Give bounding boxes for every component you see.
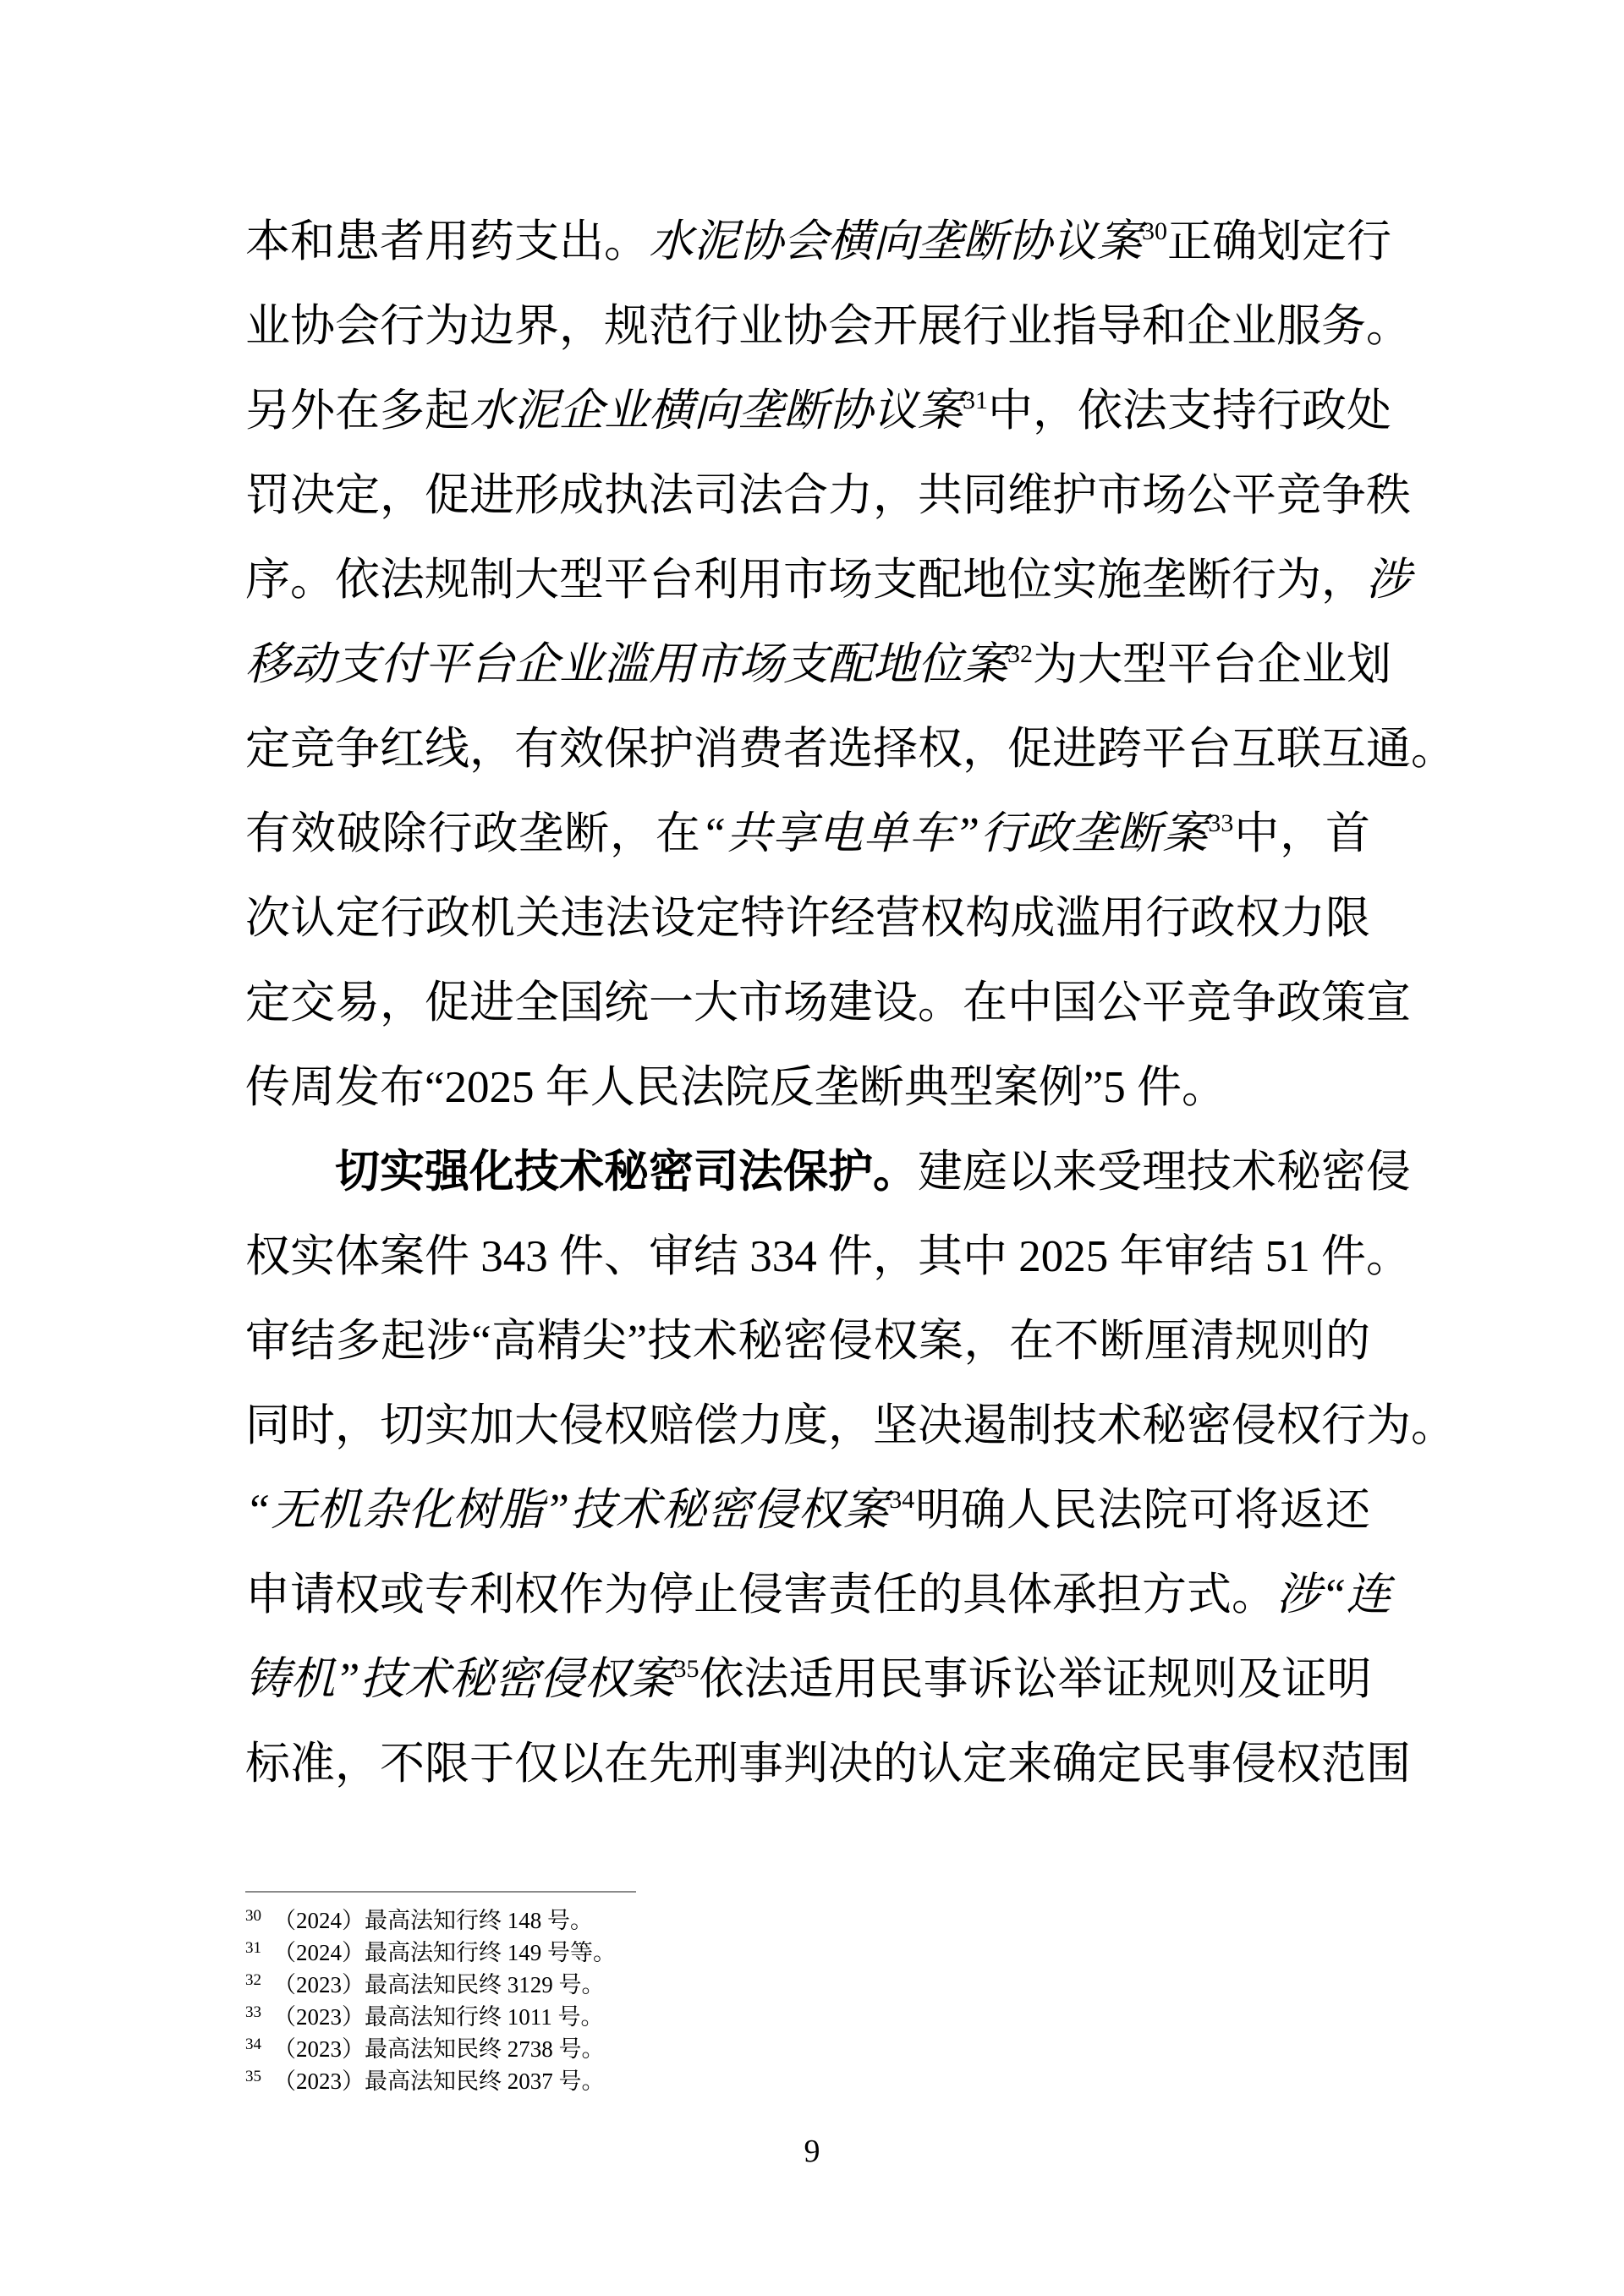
footnote-ref-sup: 34	[889, 1486, 915, 1514]
footnote-marker: 33	[245, 2003, 261, 2021]
footnote-ref-sup: 33	[1208, 809, 1234, 837]
text-run: 中，依法支持行政处	[988, 386, 1391, 436]
text-run: 中，首	[1233, 809, 1371, 858]
footnote-ref-sup: 31	[963, 386, 988, 414]
body-line	[245, 1384, 1456, 1468]
case-name-run: 水泥协会横向垄断协议案	[649, 217, 1142, 266]
body-line	[245, 622, 1391, 707]
body-line	[245, 707, 1456, 792]
body-line	[245, 1722, 1411, 1806]
body-line	[245, 1637, 1370, 1722]
case-name-run: 涉“连	[1276, 1570, 1391, 1619]
text-run: 同时，切实加大侵权赔偿力度，坚决遏制技术秘密侵权行为。	[245, 1401, 1456, 1450]
text-run: 明确人民法院可将返还	[914, 1486, 1371, 1535]
body-line	[245, 792, 1370, 876]
footnote-item	[245, 1969, 1379, 2001]
text-run: 罚决定，促进形成执法司法合力，共同维护市场公平竞争秩	[245, 471, 1411, 520]
footnotes-section	[245, 1904, 1379, 2097]
footnote-text: （2024）最高法知行终 149 号等。	[273, 1940, 616, 1965]
case-name-run: 铸机”技术秘密侵权案	[245, 1655, 674, 1704]
bold-lead-run: 切实强化技术秘密司法保护。	[335, 1147, 918, 1197]
document-body	[245, 200, 1456, 1806]
text-run: 本和患者用药支出。	[245, 217, 649, 266]
footnote-separator	[245, 1891, 636, 1893]
body-line	[245, 1468, 1370, 1553]
text-run: 正确划定行	[1167, 217, 1391, 266]
body-line	[245, 1553, 1391, 1637]
footnote-text: （2023）最高法知民终 2037 号。	[273, 2069, 605, 2094]
text-run: 次认定行政机关违法设定特许经营权构成滥用行政权力限	[245, 894, 1370, 943]
footnote-item	[245, 1937, 1379, 1969]
case-name-run: 移动支付平台企业滥用市场支配地位案	[245, 640, 1007, 689]
body-line	[245, 200, 1391, 284]
footnote-text: （2023）最高法知行终 1011 号。	[273, 2004, 604, 2030]
text-run: 业协会行为边界，规范行业协会开展行业指导和企业服务。	[245, 302, 1411, 351]
footnote-text: （2023）最高法知民终 3129 号。	[273, 1972, 605, 1997]
text-run: 另外在多起	[245, 386, 469, 436]
text-run: 申请权或专利权作为停止侵害责任的具体承担方式。	[245, 1570, 1276, 1619]
body-line	[245, 876, 1370, 961]
body-line	[245, 453, 1411, 538]
text-run: 建庭以来受理技术秘密侵	[918, 1148, 1411, 1197]
body-line	[245, 284, 1411, 369]
case-name-run: “无机杂化树脂”技术秘密侵权案	[245, 1486, 890, 1535]
text-run: 审结多起涉“高精尖”技术秘密侵权案，在不断厘清规则的	[245, 1317, 1370, 1366]
case-name-run: 水泥企业横向垄断协议案	[469, 386, 963, 436]
text-run: 有效破除行政垄断，在	[245, 809, 701, 858]
footnote-text: （2023）最高法知民终 2738 号。	[273, 2036, 605, 2062]
text-run: 定交易，促进全国统一大市场建设。在中国公平竞争政策宣	[245, 978, 1411, 1027]
text-run: 标准，不限于仅以在先刑事判决的认定来确定民事侵权范围	[245, 1740, 1411, 1789]
footnote-item	[245, 2033, 1379, 2065]
page-number: 9	[804, 2134, 820, 2169]
body-line-paragraph-start	[245, 1130, 1411, 1214]
text-run: 定竞争红线，有效保护消费者选择权，促进跨平台互联互通。	[245, 725, 1456, 774]
case-name-run: “共享电单车”行政垄断案	[700, 809, 1209, 858]
footnote-item	[245, 1904, 1379, 1937]
body-line	[245, 961, 1411, 1045]
footnote-marker: 34	[245, 2036, 261, 2053]
footnote-item	[245, 2001, 1379, 2033]
footnote-marker: 30	[245, 1907, 261, 1925]
body-line	[245, 1299, 1370, 1384]
footnote-marker: 32	[245, 1971, 261, 1989]
text-run: 权实体案件 343 件、审结 334 件，其中 2025 年审结 51 件。	[245, 1232, 1411, 1281]
footnote-marker: 31	[245, 1939, 261, 1957]
text-run: 依法适用民事诉讼举证规则及证明	[699, 1655, 1372, 1704]
text-run: 序。依法规制大型平台利用市场支配地位实施垄断行为，	[245, 556, 1366, 605]
footnote-marker: 35	[245, 2068, 261, 2085]
text-run: 为大型平台企业划	[1033, 640, 1391, 689]
text-run: 传周发布“2025 年人民法院反垄断典型案例”5 件。	[245, 1063, 1227, 1112]
body-line	[245, 1214, 1411, 1299]
body-line	[245, 538, 1411, 622]
footnote-text: （2024）最高法知行终 148 号。	[273, 1908, 593, 1933]
footnote-ref-sup: 32	[1007, 640, 1033, 668]
footnote-ref-sup: 35	[673, 1655, 700, 1683]
body-line	[245, 369, 1391, 453]
footnote-ref-sup: 30	[1142, 217, 1167, 245]
footnote-item	[245, 2065, 1379, 2097]
body-line-paragraph-end	[245, 1045, 1370, 1130]
case-name-run: 涉	[1366, 556, 1411, 605]
